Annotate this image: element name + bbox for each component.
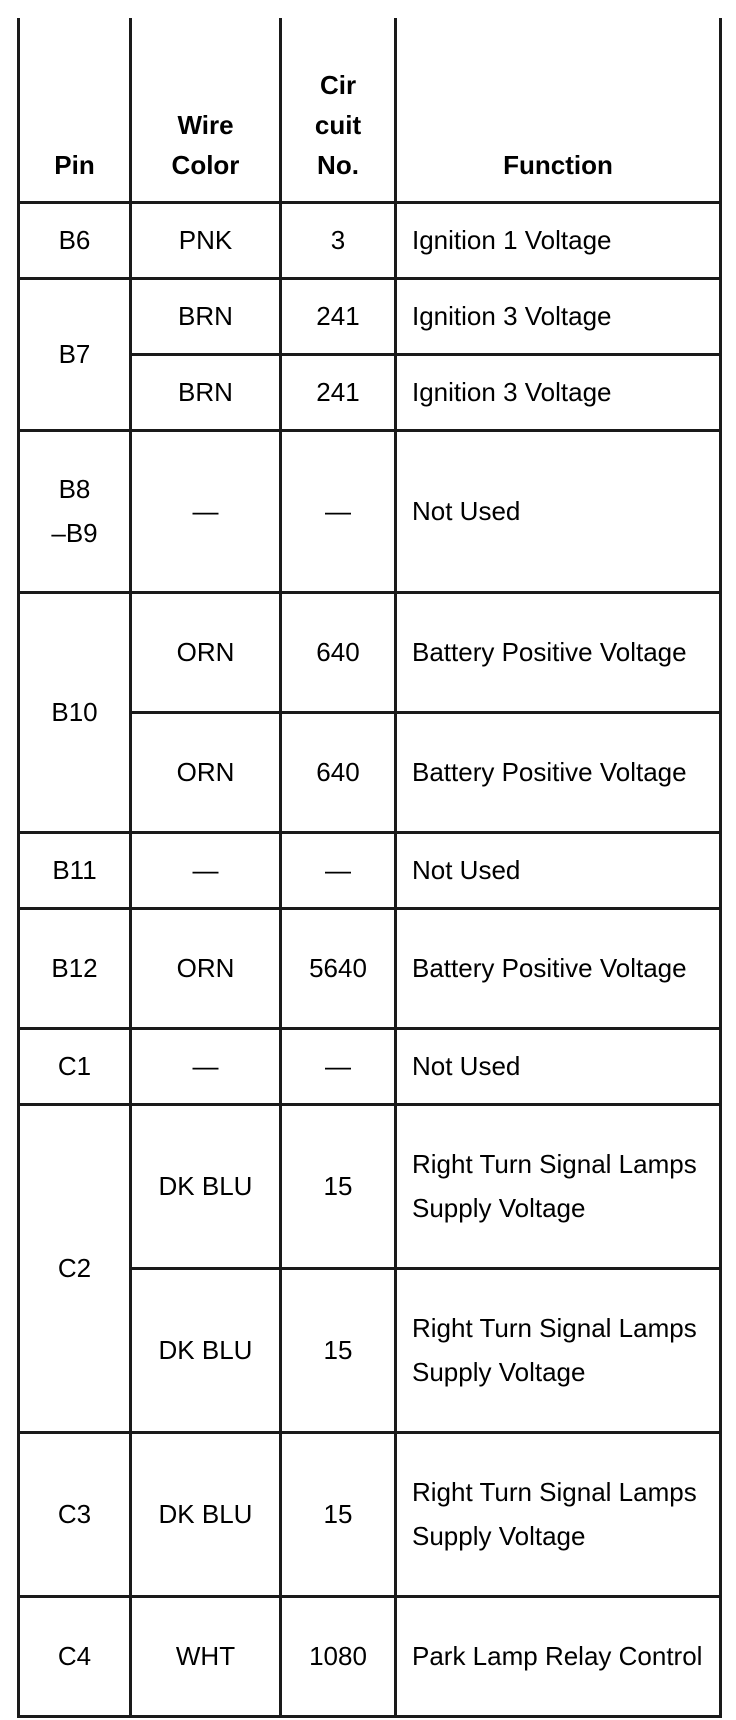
pin-cell: C1 — [19, 1028, 131, 1104]
circuit-cell: 5640 — [281, 908, 396, 1028]
wire-color-cell: DK BLU — [131, 1104, 281, 1268]
wire-color-cell: WHT — [131, 1596, 281, 1716]
table-row — [19, 1596, 721, 1716]
function-cell: Right Turn Signal Lamps Supply Voltage — [396, 1268, 721, 1432]
function-cell: Park Lamp Relay Control — [396, 1596, 721, 1716]
wire-color-cell: — — [131, 832, 281, 908]
function-cell: Ignition 1 Voltage — [396, 202, 721, 278]
function-cell: Ignition 3 Voltage — [396, 354, 721, 430]
header-circuit-no: Cir cuit No. — [281, 18, 396, 202]
function-cell: Battery Positive Voltage — [396, 908, 721, 1028]
table-row — [19, 1432, 721, 1596]
table-row — [19, 430, 721, 592]
wire-color-cell: DK BLU — [131, 1432, 281, 1596]
pin-cell: C4 — [19, 1596, 131, 1716]
table-row — [19, 908, 721, 1028]
wire-color-cell: — — [131, 1028, 281, 1104]
wire-color-cell: ORN — [131, 592, 281, 712]
circuit-cell: 3 — [281, 202, 396, 278]
table-row — [19, 832, 721, 908]
table-row — [19, 202, 721, 278]
pin-cell: B12 — [19, 908, 131, 1028]
function-cell: Battery Positive Voltage — [396, 712, 721, 832]
pin-cell: C2 — [19, 1104, 131, 1432]
pin-cell: B8 –B9 — [19, 430, 131, 592]
function-cell: Right Turn Signal Lamps Supply Voltage — [396, 1432, 721, 1596]
circuit-cell: — — [281, 1028, 396, 1104]
table-row — [19, 278, 721, 354]
function-cell: Not Used — [396, 832, 721, 908]
circuit-cell: 15 — [281, 1268, 396, 1432]
header-pin: Pin — [19, 18, 131, 202]
pin-cell: C3 — [19, 1432, 131, 1596]
function-cell: Not Used — [396, 430, 721, 592]
connector-pinout-table — [17, 18, 722, 1718]
circuit-cell: 241 — [281, 354, 396, 430]
pin-cell: B11 — [19, 832, 131, 908]
circuit-cell: 640 — [281, 712, 396, 832]
table-row — [19, 1028, 721, 1104]
circuit-cell: 15 — [281, 1104, 396, 1268]
wire-color-cell: — — [131, 430, 281, 592]
header-wire-color: Wire Color — [131, 18, 281, 202]
wire-color-cell: PNK — [131, 202, 281, 278]
wire-color-cell: BRN — [131, 278, 281, 354]
function-cell: Not Used — [396, 1028, 721, 1104]
circuit-cell: — — [281, 832, 396, 908]
header-function: Function — [396, 18, 721, 202]
circuit-cell: 241 — [281, 278, 396, 354]
table-row — [19, 1104, 721, 1268]
header-row — [19, 18, 721, 202]
circuit-cell: 640 — [281, 592, 396, 712]
wire-color-cell: DK BLU — [131, 1268, 281, 1432]
circuit-cell: 15 — [281, 1432, 396, 1596]
function-cell: Battery Positive Voltage — [396, 592, 721, 712]
wire-color-cell: BRN — [131, 354, 281, 430]
circuit-cell: 1080 — [281, 1596, 396, 1716]
pin-cell: B6 — [19, 202, 131, 278]
pin-cell: B10 — [19, 592, 131, 832]
pin-cell: B7 — [19, 278, 131, 430]
circuit-cell: — — [281, 430, 396, 592]
wire-color-cell: ORN — [131, 712, 281, 832]
table-row — [19, 592, 721, 712]
wire-color-cell: ORN — [131, 908, 281, 1028]
function-cell: Ignition 3 Voltage — [396, 278, 721, 354]
function-cell: Right Turn Signal Lamps Supply Voltage — [396, 1104, 721, 1268]
